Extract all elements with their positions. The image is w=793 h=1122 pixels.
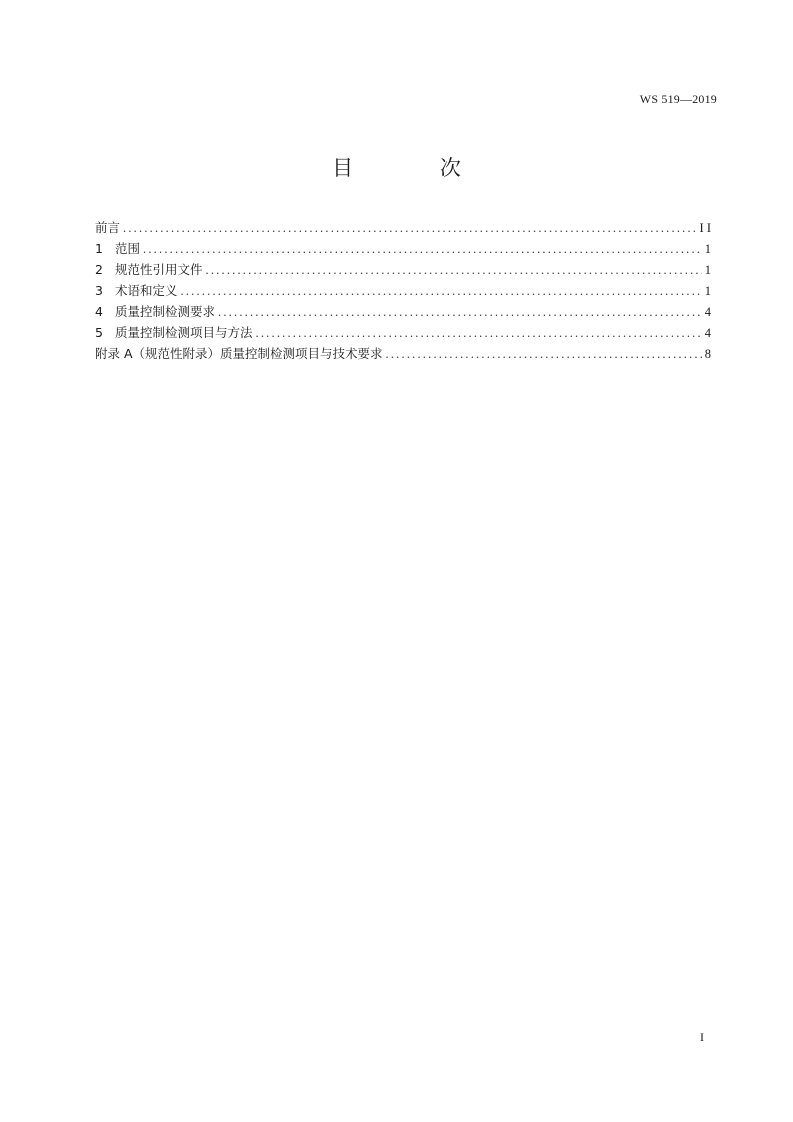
toc-item-label: 附录 A（规范性附录）质量控制检测项目与技术要求	[95, 346, 383, 361]
toc-page-number: 4	[704, 326, 711, 340]
toc-item-label: 质量控制检测要求	[115, 304, 216, 319]
page-number: I	[700, 1030, 704, 1044]
toc-item-appendix-a[interactable]	[95, 344, 711, 365]
toc-leader-dots	[218, 305, 702, 320]
toc-leader-dots	[181, 284, 702, 299]
toc-leader-dots	[256, 326, 702, 341]
toc-item-label: 范围	[115, 241, 141, 256]
table-of-contents	[95, 218, 711, 365]
toc-leader-dots	[386, 347, 702, 362]
toc-item-number: 1	[95, 241, 103, 256]
standard-number: WS 519—2019	[639, 92, 717, 106]
toc-item-foreword[interactable]	[95, 218, 711, 239]
toc-item-qc-requirements[interactable]	[95, 302, 711, 323]
toc-page-number: 1	[704, 242, 711, 256]
toc-item-label: 规范性引用文件	[115, 262, 203, 277]
toc-page-number: 1	[704, 284, 711, 298]
toc-leader-dots	[206, 263, 702, 278]
toc-item-number: 3	[95, 283, 103, 298]
toc-item-number: 4	[95, 304, 103, 319]
toc-item-qc-items-methods[interactable]	[95, 323, 711, 344]
toc-page-number: I I	[699, 221, 711, 235]
toc-item-label: 术语和定义	[115, 283, 178, 298]
toc-item-scope[interactable]	[95, 239, 711, 260]
toc-item-normative-references[interactable]	[95, 260, 711, 281]
toc-page-number: 1	[704, 263, 711, 277]
toc-item-number: 5	[95, 325, 103, 340]
page-title: 目 次	[332, 156, 501, 180]
toc-item-label: 质量控制检测项目与方法	[115, 325, 253, 340]
toc-page-number: 4	[704, 305, 711, 319]
toc-item-terms-definitions[interactable]	[95, 281, 711, 302]
toc-item-label: 前言	[95, 220, 121, 235]
toc-page-number: 8	[704, 347, 711, 361]
toc-item-number: 2	[95, 262, 103, 277]
toc-leader-dots	[123, 221, 697, 236]
toc-leader-dots	[143, 242, 702, 257]
